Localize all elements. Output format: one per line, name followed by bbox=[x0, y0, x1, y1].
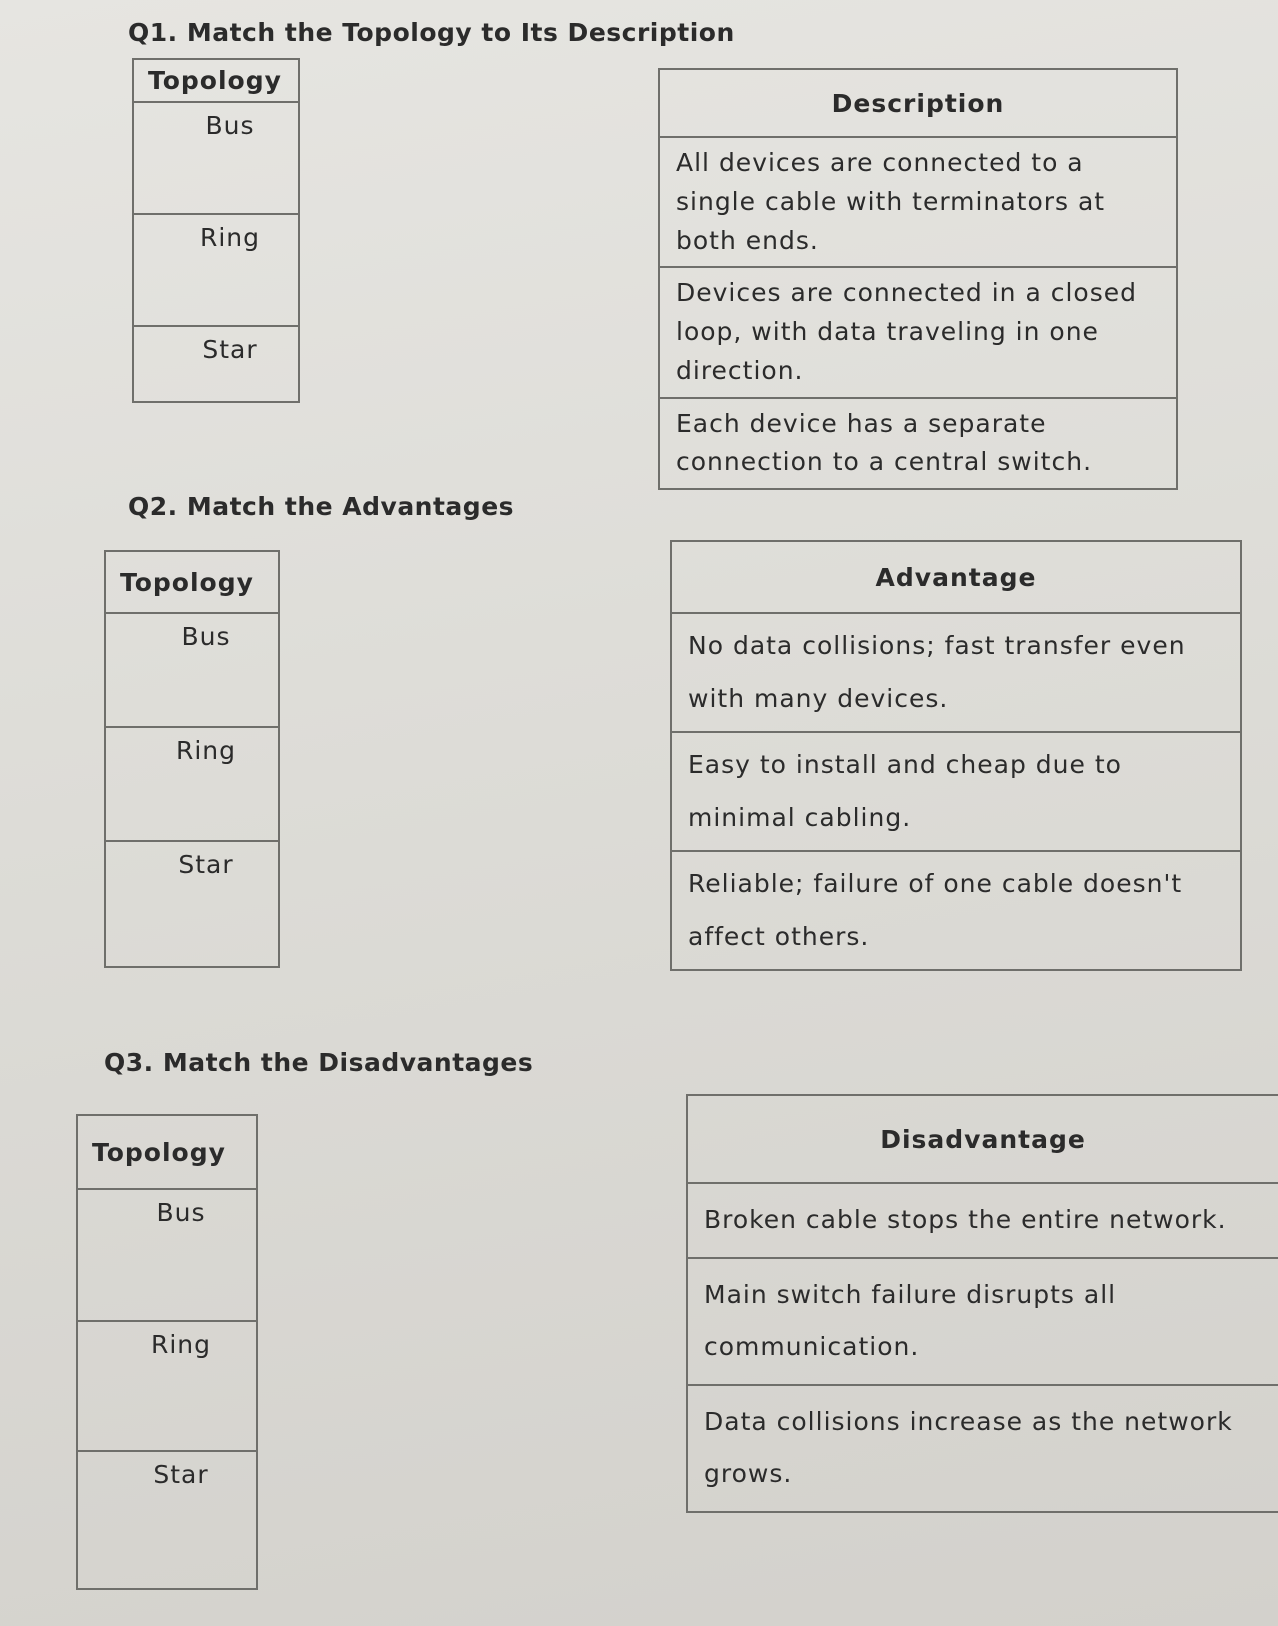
q3-disadvantage-header: Disadvantage bbox=[687, 1095, 1278, 1183]
q1-description-header: Description bbox=[659, 69, 1177, 137]
q3-topology-table bbox=[76, 1114, 258, 1590]
q1-topology-ring[interactable]: Ring bbox=[133, 214, 299, 326]
q3-disadvantage-3[interactable]: Data collisions increase as the network grows. bbox=[687, 1385, 1278, 1512]
q2-advantage-table bbox=[670, 540, 1242, 971]
q2-advantage-3[interactable]: Reliable; failure of one cable doesn't affect others. bbox=[671, 851, 1241, 970]
q3-topology-bus[interactable]: Bus bbox=[77, 1189, 257, 1321]
q2-topology-header: Topology bbox=[105, 551, 279, 613]
q2-topology-bus[interactable]: Bus bbox=[105, 613, 279, 727]
q3-disadvantage-2[interactable]: Main switch failure disrupts all communication. bbox=[687, 1258, 1278, 1385]
q1-description-table bbox=[658, 68, 1178, 490]
q3-topology-ring[interactable]: Ring bbox=[77, 1321, 257, 1451]
q3-disadvantage-1[interactable]: Broken cable stops the entire network. bbox=[687, 1183, 1278, 1258]
q2-title: Q2. Match the Advantages bbox=[128, 492, 515, 521]
q3-topology-star[interactable]: Star bbox=[77, 1451, 257, 1589]
q1-topology-star[interactable]: Star bbox=[133, 326, 299, 402]
q3-disadvantage-table bbox=[686, 1094, 1278, 1513]
q1-topology-table bbox=[132, 58, 300, 403]
q1-title: Q1. Match the Topology to Its Description bbox=[128, 18, 735, 47]
q1-description-1[interactable]: All devices are connected to a single cable with terminators at both ends. bbox=[659, 137, 1177, 267]
q3-title: Q3. Match the Disadvantages bbox=[104, 1048, 534, 1077]
q3-topology-header: Topology bbox=[77, 1115, 257, 1189]
q2-topology-star[interactable]: Star bbox=[105, 841, 279, 967]
q2-advantage-header: Advantage bbox=[671, 541, 1241, 613]
q1-description-3[interactable]: Each device has a separate connection to a central switch. bbox=[659, 398, 1177, 490]
q2-advantage-2[interactable]: Easy to install and cheap due to minimal cabling. bbox=[671, 732, 1241, 851]
q2-advantage-1[interactable]: No data collisions; fast transfer even with many devices. bbox=[671, 613, 1241, 732]
q1-topology-header: Topology bbox=[133, 59, 299, 102]
q1-topology-bus[interactable]: Bus bbox=[133, 102, 299, 214]
q1-description-2[interactable]: Devices are connected in a closed loop, with data traveling in one direction. bbox=[659, 267, 1177, 397]
q2-topology-ring[interactable]: Ring bbox=[105, 727, 279, 841]
q2-topology-table bbox=[104, 550, 280, 968]
